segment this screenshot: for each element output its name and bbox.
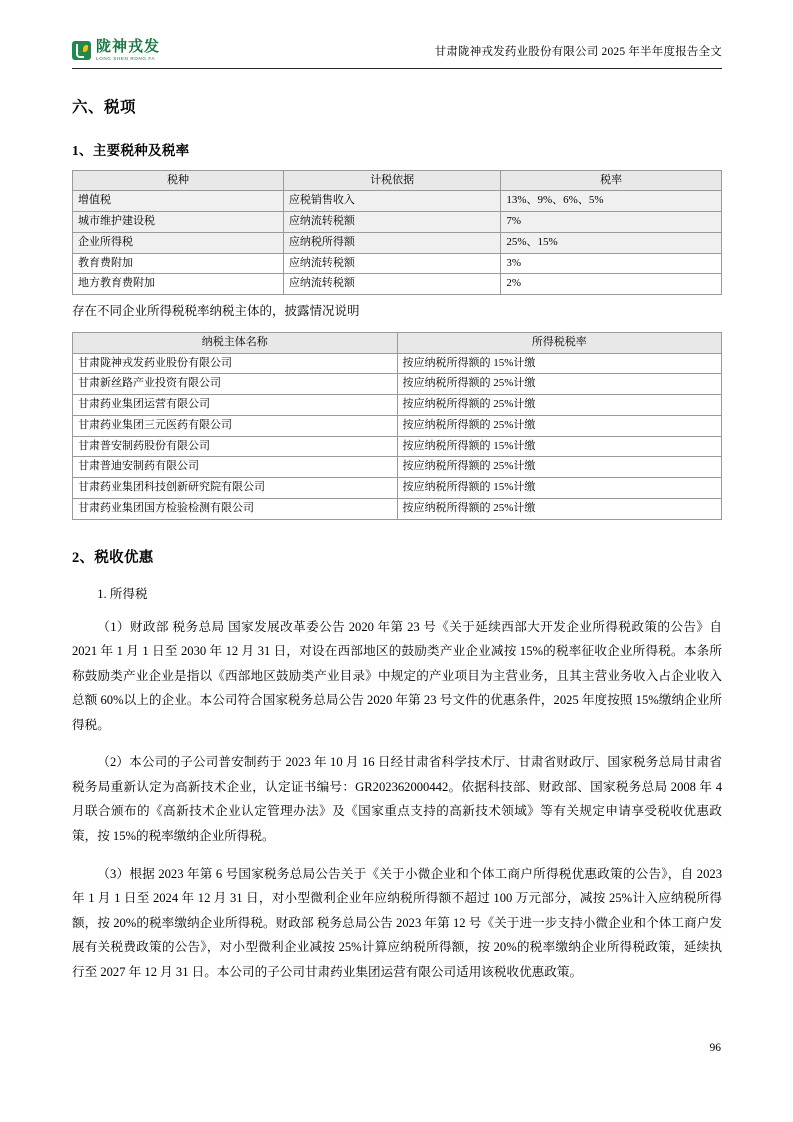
cell-entity-rate: 按应纳税所得额的 25%计缴 <box>397 374 722 395</box>
cell-entity-rate: 按应纳税所得额的 25%计缴 <box>397 457 722 478</box>
cell-entity-name: 甘肃药业集团运营有限公司 <box>73 395 398 416</box>
table-row <box>73 374 722 395</box>
logo-mark-icon <box>72 41 91 60</box>
cell-tax-rate: 2% <box>501 274 722 295</box>
column-header-income-tax-rate: 所得税税率 <box>397 332 722 353</box>
cell-tax-basis: 应纳流转税额 <box>283 253 500 274</box>
cell-entity-name: 甘肃新丝路产业投资有限公司 <box>73 374 398 395</box>
main-tax-rate-table <box>72 170 722 296</box>
cell-tax-type: 城市维护建设税 <box>73 212 284 233</box>
paragraph-1: （1）财政部 税务总局 国家发展改革委公告 2020 年第 23 号《关于延续西部大开发企业所得税政策的公告》自 2021 年 1 月 1 日至 2030 年 12 月 31 日，对设在西部地区的鼓励类产业企业减按 15%的税率征收企业所得税。本条所称鼓励类产业企业是指以《西部地区鼓励类产业目录》中规定的产业项目为主营业务，且其主营业务收入占企业收入总额 60%以上的企业。本公司符合国家税务总局公告 2020 年第 23 号文件的优惠条件，2025 年度按照 15%缴纳企业所得税。 <box>72 619 722 732</box>
disclosure-note: 存在不同企业所得税税率纳税主体的，披露情况说明 <box>72 304 360 319</box>
paragraph-2: （2）本公司的子公司普安制药于 2023 年 10 月 16 日经甘肃省科学技术厅、甘肃省财政厅、国家税务总局甘肃省税务局重新认定为高新技术企业，认定证书编号：GR202362000442。依据科技部、财政部、国家税务总局 2008 年 4 月联合颁布的《高新技术企业认定管理办法》及《国家重点支持的高新技术领域》等有关规定申请享受税收优惠政策，按 15%的税率缴纳企业所得税。 <box>72 755 722 843</box>
subsection-heading-tax-incentives: 2、税收优惠 <box>72 549 154 566</box>
page-number: 96 <box>709 1042 721 1054</box>
column-header-entity-name: 纳税主体名称 <box>73 332 398 353</box>
table-row <box>73 478 722 499</box>
cell-entity-name: 甘肃药业集团科技创新研究院有限公司 <box>73 478 398 499</box>
subsection-heading-tax-rates: 1、主要税种及税率 <box>72 142 190 158</box>
column-header-tax-rate: 税率 <box>501 170 722 191</box>
header-report-title: 甘肃陇神戎发药业股份有限公司 2025 年半年度报告全文 <box>434 45 722 58</box>
cell-tax-rate: 13%、9%、6%、5% <box>501 191 722 212</box>
cell-entity-rate: 按应纳税所得额的 25%计缴 <box>397 415 722 436</box>
cell-tax-basis: 应纳税所得额 <box>283 232 500 253</box>
table-row <box>73 457 722 478</box>
cell-entity-name: 甘肃普迪安制药有限公司 <box>73 457 398 478</box>
table-row <box>73 353 722 374</box>
cell-tax-rate: 3% <box>501 253 722 274</box>
table-row <box>73 212 722 233</box>
cell-entity-rate: 按应纳税所得额的 25%计缴 <box>397 498 722 519</box>
entity-tax-rate-table <box>72 332 722 520</box>
cell-tax-basis: 应税销售收入 <box>283 191 500 212</box>
cell-tax-rate: 25%、15% <box>501 232 722 253</box>
section-heading: 六、税项 <box>72 98 137 116</box>
table-row <box>73 436 722 457</box>
logo-english-name: LONG SHEN RONG FA <box>96 56 156 61</box>
item-label-income-tax: 1. 所得税 <box>97 586 148 601</box>
cell-entity-name: 甘肃药业集团三元医药有限公司 <box>73 415 398 436</box>
table-row <box>73 274 722 295</box>
cell-tax-type: 企业所得税 <box>73 232 284 253</box>
cell-entity-name: 甘肃药业集团国方检验检测有限公司 <box>73 498 398 519</box>
logo-chinese-name: 陇神戎发 <box>96 39 161 55</box>
cell-tax-basis: 应纳流转税额 <box>283 274 500 295</box>
table-row <box>73 191 722 212</box>
table-row <box>73 415 722 436</box>
table-header-row <box>73 170 722 191</box>
table-header-row <box>73 332 722 353</box>
page-content <box>72 40 722 984</box>
company-logo <box>72 40 160 62</box>
cell-entity-name: 甘肃普安制药股份有限公司 <box>73 436 398 457</box>
cell-entity-name: 甘肃陇神戎发药业股份有限公司 <box>73 353 398 374</box>
logo-text <box>96 40 160 62</box>
table-row <box>73 395 722 416</box>
page-header <box>72 40 722 69</box>
cell-tax-type: 教育费附加 <box>73 253 284 274</box>
cell-entity-rate: 按应纳税所得额的 15%计缴 <box>397 436 722 457</box>
table-row <box>73 498 722 519</box>
table-row <box>73 253 722 274</box>
cell-tax-basis: 应纳流转税额 <box>283 212 500 233</box>
cell-entity-rate: 按应纳税所得额的 15%计缴 <box>397 478 722 499</box>
cell-entity-rate: 按应纳税所得额的 25%计缴 <box>397 395 722 416</box>
column-header-tax-basis: 计税依据 <box>283 170 500 191</box>
cell-entity-rate: 按应纳税所得额的 15%计缴 <box>397 353 722 374</box>
paragraph-3: （3）根据 2023 年第 6 号国家税务总局公告关于《关于小微企业和个体工商户所得税优惠政策的公告》，自 2023 年 1 月 1 日至 2024 年 12 月 31 日，对小型微利企业年应纳税所得额不超过 100 万元部分，减按 25%计入应纳税所得额，按 20%的税率缴纳企业所得税。财政部 税务总局公告 2023 年第 12 号《关于进一步支持小微企业和个体工商户发展有关税费政策的公告》，对小型微利企业减按 25%计算应纳税所得额，按 20%的税率缴纳企业所得税政策，延续执行至 2027 年 12 月 31 日。本公司的子公司甘肃药业集团运营有限公司适用该税收优惠政策。 <box>72 866 722 979</box>
column-header-tax-type: 税种 <box>73 170 284 191</box>
cell-tax-type: 增值税 <box>73 191 284 212</box>
cell-tax-type: 地方教育费附加 <box>73 274 284 295</box>
cell-tax-rate: 7% <box>501 212 722 233</box>
table-row <box>73 232 722 253</box>
